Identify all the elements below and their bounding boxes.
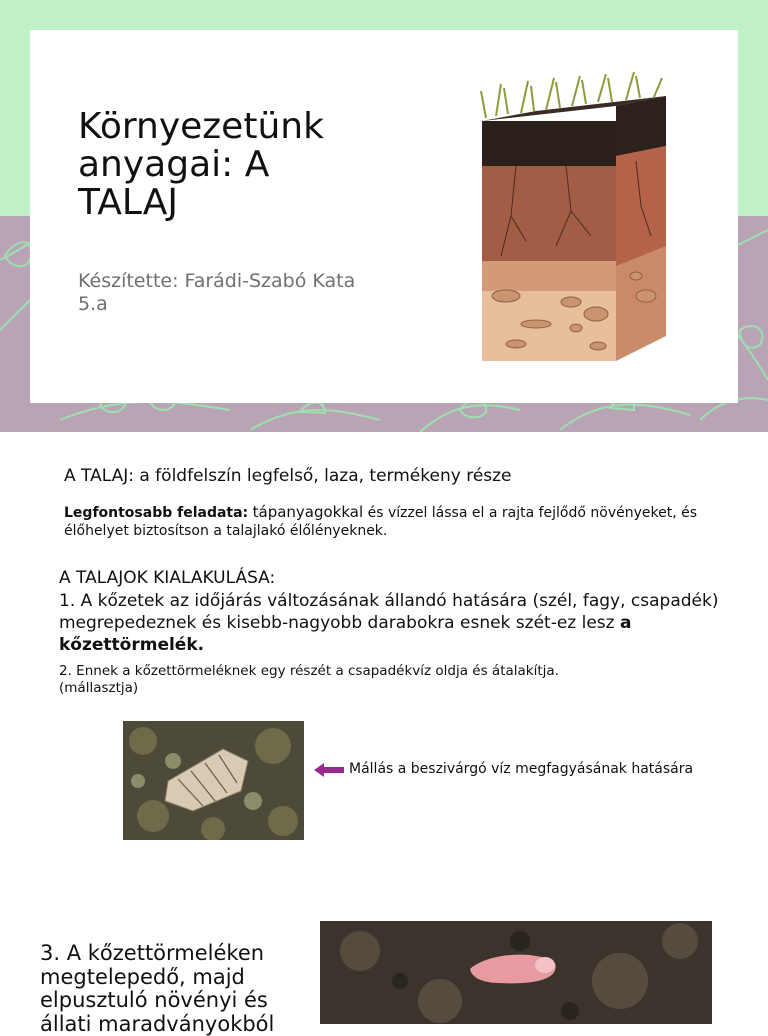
step-2-paragraph: 2. Ennek a kőzettörmeléknek egy részét a csapadékvíz oldja és átalakítja. (mállasztja) <box>59 663 559 696</box>
content-slide <box>0 432 768 1036</box>
soil-profile-image <box>476 66 676 366</box>
title-slide <box>0 0 768 432</box>
step-1-bold-term: a kőzettörmelék. <box>59 613 632 655</box>
slide-title: Környezetünk anyagai: A TALAJ <box>78 106 324 223</box>
step-1-paragraph <box>59 590 759 656</box>
task-text: és vízzel lássa el a rajta fejlődő növényeket, és élőhelyet biztosítson a talajlakó élőlényeknek. <box>64 505 698 539</box>
step-3-paragraph: 3. A kőzettörmeléken megtelepedő, majd elpusztuló növényi és állati maradványokból <box>40 941 275 1036</box>
weathered-rock-image <box>123 721 304 840</box>
formation-heading: A TALAJOK KIALAKULÁSA: <box>59 568 276 588</box>
step-1-text: 1. A kőzetek az időjárás változásának állandó hatására (szél, fagy, csapadék) megrepedeznek és kisebb-nagyobb darabokra esnek szét-ez lesz <box>59 591 719 633</box>
task-label: Legfontosabb feladata: <box>64 505 249 521</box>
task-lead-word: tápanyagokkal <box>252 503 364 521</box>
main-task-paragraph <box>64 503 744 540</box>
earthworm-image <box>320 921 712 1024</box>
slide-subtitle: Készítette: Farádi-Szabó Kata 5.a <box>78 270 356 315</box>
rock-caption: Mállás a beszivárgó víz megfagyásának hatására <box>349 761 694 777</box>
soil-definition: A TALAJ: a földfelszín legfelső, laza, termékeny része <box>64 466 512 486</box>
arrow-left-icon <box>314 763 344 777</box>
